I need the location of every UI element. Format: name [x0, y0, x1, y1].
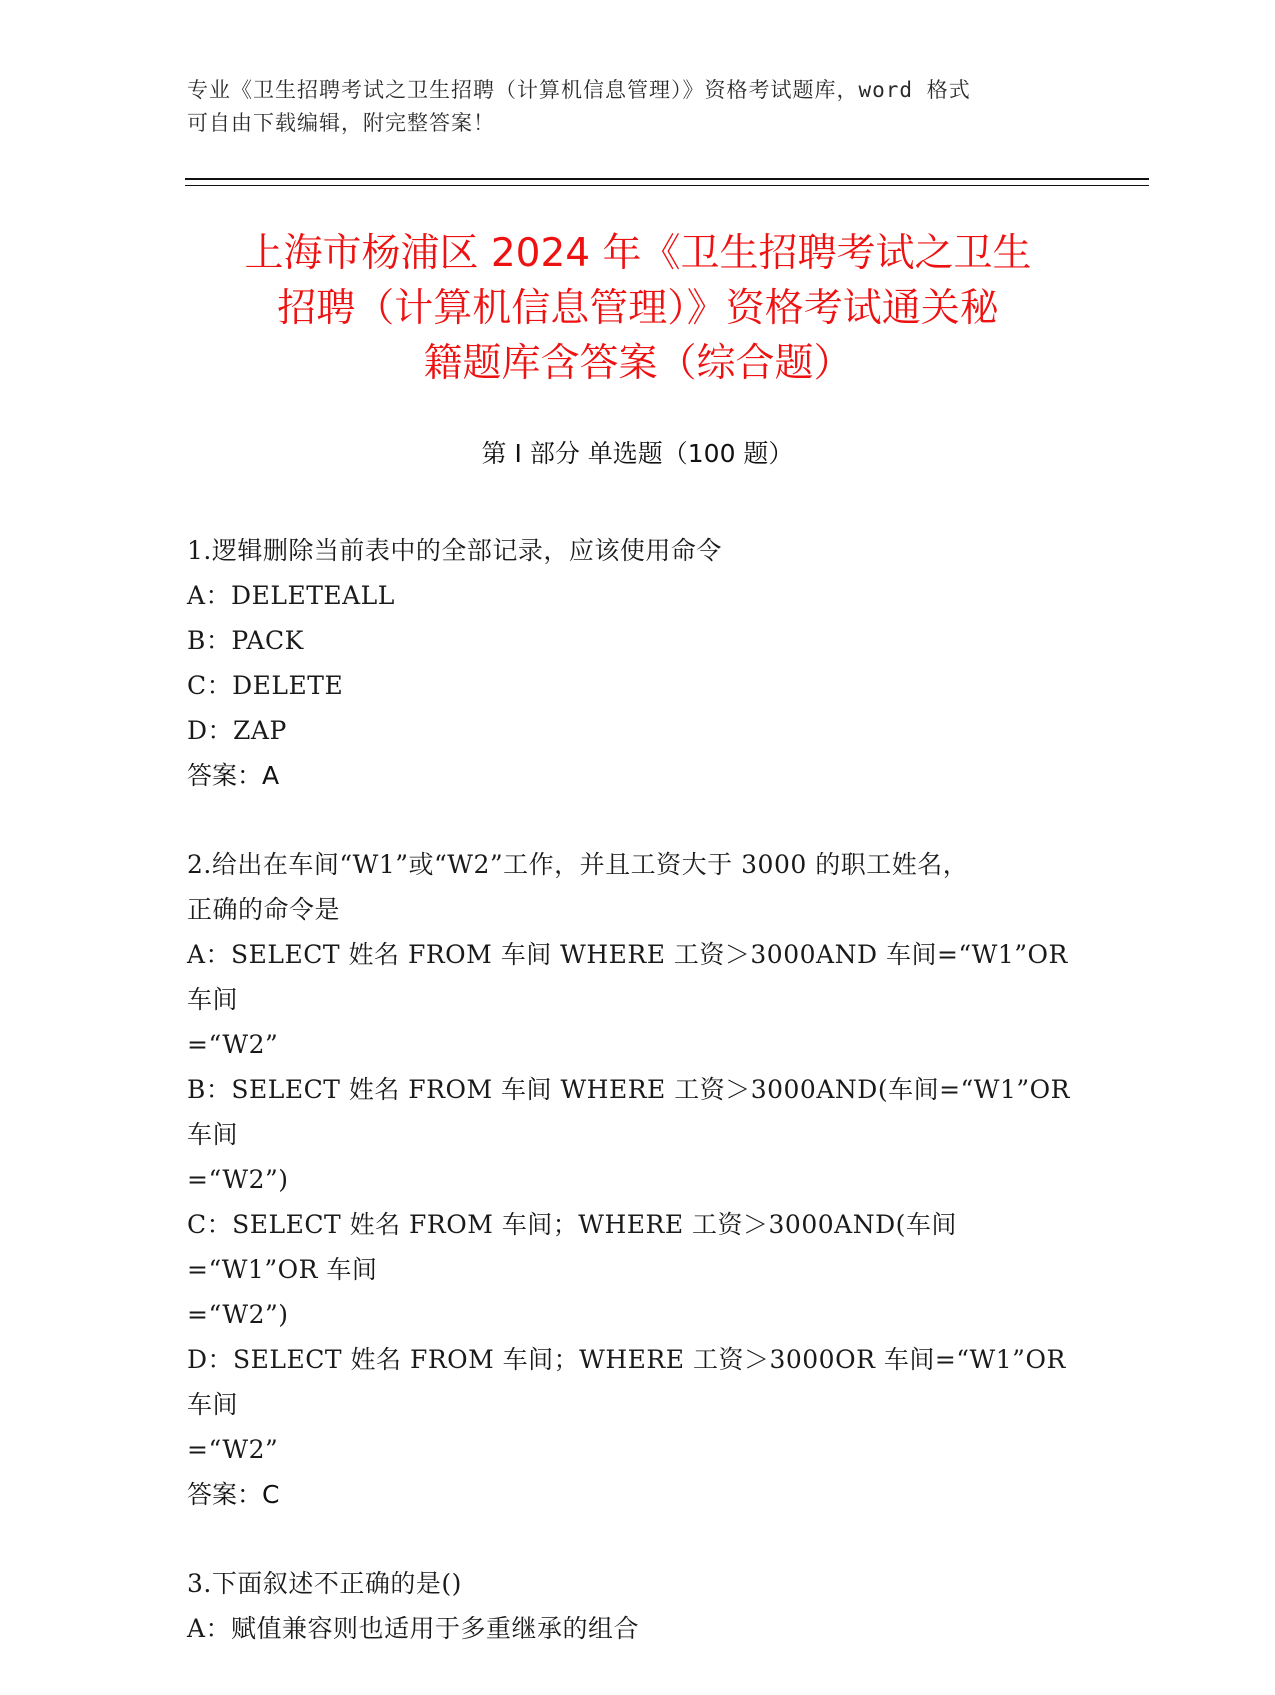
question-item [187, 842, 1087, 1517]
question-option: C：SELECT 姓名 FROM 车间；WHERE 工资＞3000AND(车间=“W1”OR 车间 [187, 1210, 957, 1284]
question-option: D：ZAP [187, 716, 287, 745]
title-line: 招聘（计算机信息管理）》资格考试通关秘 [277, 286, 999, 331]
question-stem: 2.给出在车间“W1”或“W2”工作，并且工资大于 3000 的职工姓名， [187, 850, 969, 879]
question-item [187, 1561, 1087, 1651]
question-option: =“W2” [187, 1435, 279, 1464]
answer-label: 答案：C [187, 1480, 280, 1509]
question-option: D：SELECT 姓名 FROM 车间；WHERE 工资＞3000OR 车间=“W1”OR 车间 [187, 1345, 1066, 1419]
question-stem: 3.下面叙述不正确的是() [187, 1569, 462, 1598]
question-option: C：DELETE [187, 671, 344, 700]
question-option: B：PACK [187, 626, 304, 655]
question-list [187, 528, 1087, 1695]
title-line: 籍题库含答案（综合题） [423, 341, 853, 386]
header-divider [185, 178, 1149, 180]
question-option: =“W2” [187, 1030, 279, 1059]
question-option: B：SELECT 姓名 FROM 车间 WHERE 工资＞3000AND(车间=“W1”OR 车间 [187, 1075, 1070, 1149]
question-option: =“W2”) [187, 1165, 289, 1194]
document-title [140, 226, 1136, 391]
question-option: A：SELECT 姓名 FROM 车间 WHERE 工资＞3000AND 车间=“W1”OR 车间 [187, 940, 1068, 1014]
title-line: 上海市杨浦区 2024 年《卫生招聘考试之卫生 [244, 231, 1032, 276]
question-item [187, 528, 1087, 798]
header-note-line: 专业《卫生招聘考试之卫生招聘（计算机信息管理）》资格考试题库，word 格式 [187, 78, 971, 102]
document-header-note [187, 74, 1067, 140]
question-stem: 正确的命令是 [187, 895, 341, 924]
section-heading: 第 I 部分 单选题（100 题） [481, 439, 794, 468]
question-stem: 1.逻辑删除当前表中的全部记录，应该使用命令 [187, 536, 722, 565]
header-divider-thin [185, 185, 1149, 186]
question-option: A：赋值兼容则也适用于多重继承的组合 [187, 1614, 640, 1643]
question-option: A：DELETEALL [187, 581, 395, 610]
question-option: =“W2”) [187, 1300, 289, 1329]
answer-label: 答案：A [187, 761, 280, 790]
header-note-line: 可自由下载编辑，附完整答案！ [187, 111, 495, 135]
